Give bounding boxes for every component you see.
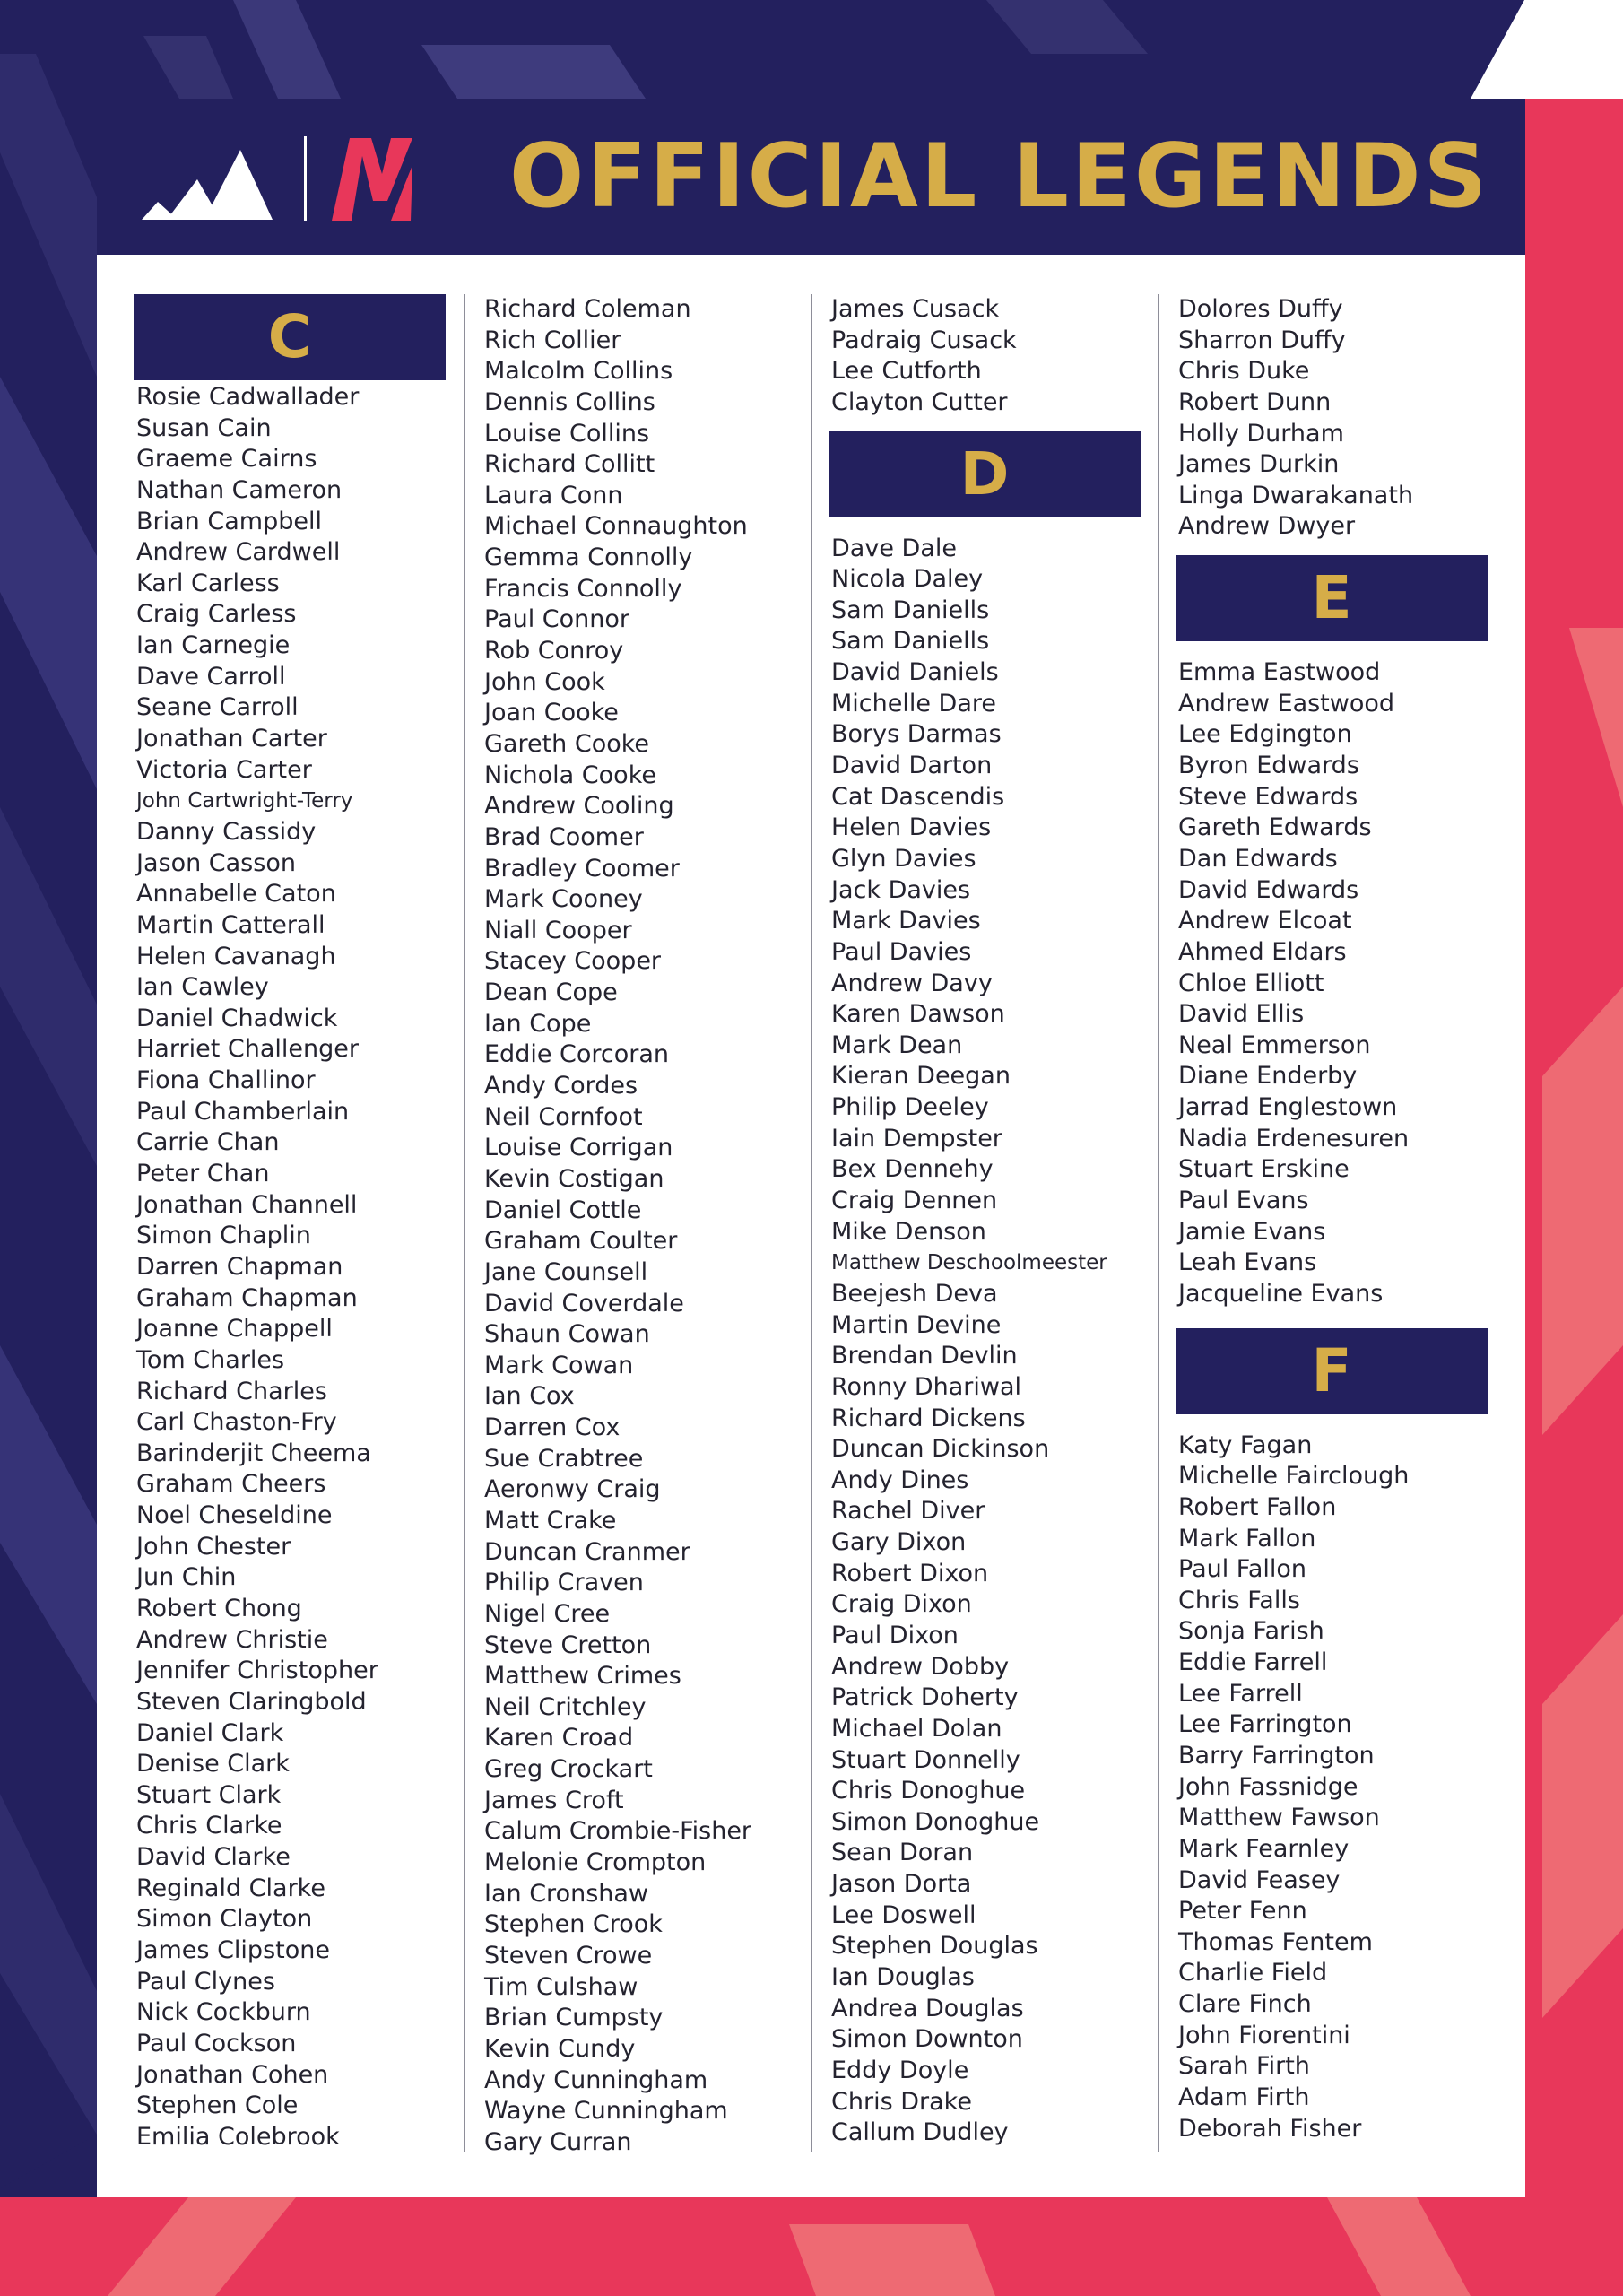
name-entry: Bradley Coomer [484, 854, 680, 883]
name-entry: Louise Collins [484, 419, 650, 448]
name-entry: Emilia Colebrook [136, 2122, 340, 2151]
name-entry: Ian Cronshaw [484, 1879, 649, 1908]
name-entry: Chris Duke [1178, 357, 1310, 386]
name-entry: Francis Connolly [484, 574, 682, 603]
name-entry: James Cusack [831, 295, 1000, 323]
name-entry: Katy Fagan [1178, 1431, 1313, 1459]
name-entry: Gary Dixon [831, 1528, 967, 1557]
name-entry: Helen Davies [831, 813, 992, 842]
name-entry: Kieran Deegan [831, 1062, 1011, 1091]
name-entry: Karen Dawson [831, 1000, 1005, 1029]
name-entry: Rich Collier [484, 326, 621, 354]
name-entry: Martin Devine [831, 1310, 1002, 1339]
name-entry: Eddie Farrell [1178, 1648, 1328, 1677]
name-entry: Byron Edwards [1178, 752, 1359, 780]
name-entry: Seane Carroll [136, 693, 299, 722]
name-entry: Noel Cheseldine [136, 1501, 333, 1530]
name-entry: Darren Chapman [136, 1252, 343, 1281]
name-entry: Craig Dennen [831, 1187, 998, 1215]
name-entry: Stuart Clark [136, 1780, 282, 1809]
name-entry: Ahmed Eldars [1178, 937, 1347, 966]
name-entry: Reginald Clarke [136, 1874, 325, 1902]
name-entry: Craig Carless [136, 600, 297, 629]
name-entry: Ronny Dhariwal [831, 1372, 1022, 1401]
name-entry: Jonathan Cohen [136, 2060, 329, 2089]
name-entry: Jane Counsell [484, 1257, 648, 1286]
column-4 [1176, 294, 1516, 2144]
name-entry: David Clarke [136, 1843, 291, 1872]
name-entry: Brendan Devlin [831, 1342, 1018, 1370]
name-entry: Lee Farrington [1178, 1710, 1352, 1739]
name-entry: Jason Dorta [831, 1870, 972, 1899]
name-entry: Andy Cordes [484, 1072, 638, 1100]
name-entry: Iain Dempster [831, 1124, 1002, 1152]
name-entry: Dave Carroll [136, 662, 286, 691]
name-entry: Jarrad Englestown [1178, 1093, 1398, 1122]
name-entry: Matthew Crimes [484, 1662, 681, 1691]
name-entry: James Durkin [1178, 450, 1340, 479]
name-entry: Stephen Crook [484, 1910, 663, 1939]
name-entry: Rachel Diver [831, 1497, 985, 1526]
name-entry: Susan Cain [136, 413, 272, 442]
name-entry: Lee Doswell [831, 1900, 976, 1929]
name-entry: Matthew Deschoolmeester [831, 1251, 1107, 1275]
name-entry: Duncan Dickinson [831, 1435, 1050, 1464]
name-entry: John Chester [136, 1532, 291, 1561]
name-entry: Robert Chong [136, 1594, 302, 1622]
name-entry: Rosie Cadwallader [136, 383, 360, 411]
name-entry: Jonathan Channell [136, 1190, 358, 1219]
name-entry: Stephen Douglas [831, 1932, 1038, 1961]
name-entry: Bex Dennehy [831, 1155, 994, 1184]
name-entry: Stacey Cooper [484, 947, 662, 976]
name-entry: Danny Cassidy [136, 817, 317, 846]
name-entry: Glyn Davies [831, 844, 976, 873]
name-list-e [1176, 657, 1516, 1309]
name-entry: Richard Collitt [484, 450, 655, 479]
name-entry: Chris Falls [1178, 1586, 1300, 1614]
name-entry: Wayne Cunningham [484, 2097, 728, 2126]
name-entry: Mark Fearnley [1178, 1834, 1350, 1863]
name-entry: Sam Daniells [831, 627, 990, 656]
name-entry: John Cook [484, 667, 605, 696]
name-entry: Stephen Cole [136, 2092, 299, 2120]
column-1 [134, 294, 474, 2153]
name-entry: Nicola Daley [831, 565, 984, 594]
name-entry: Lee Farrell [1178, 1679, 1303, 1708]
name-entry: Sarah Firth [1178, 2052, 1310, 2081]
name-entry: Graeme Cairns [136, 445, 317, 474]
name-entry: Niall Cooper [484, 916, 632, 944]
name-entry: Malcolm Collins [484, 357, 673, 386]
name-entry: Paul Chamberlain [136, 1097, 350, 1126]
name-entry: Patrick Doherty [831, 1683, 1019, 1712]
name-entry: Holly Durham [1178, 419, 1344, 448]
name-entry: Andrea Douglas [831, 1994, 1024, 2022]
name-entry: Richard Charles [136, 1377, 327, 1405]
name-entry: Matt Crake [484, 1506, 617, 1535]
name-entry: Nadia Erdenesuren [1178, 1124, 1410, 1152]
name-entry: Shaun Cowan [484, 1320, 650, 1349]
name-entry: Andrew Davy [831, 969, 993, 997]
name-entry: Ian Carnegie [136, 631, 291, 660]
name-entry: Sue Crabtree [484, 1444, 644, 1473]
name-entry: Denise Clark [136, 1750, 290, 1779]
name-entry: Stuart Erskine [1178, 1155, 1350, 1184]
name-entry: Graham Coulter [484, 1227, 678, 1256]
name-entry: Chris Donoghue [831, 1777, 1026, 1805]
name-entry: David Ellis [1178, 1000, 1305, 1029]
name-entry: Karen Croad [484, 1724, 634, 1752]
name-entry: Melonie Crompton [484, 1848, 707, 1877]
name-list-d-continued [1176, 294, 1516, 543]
name-entry: Lee Cutforth [831, 357, 982, 386]
name-entry: Paul Clynes [136, 1967, 275, 1996]
name-entry: Mark Davies [831, 907, 981, 935]
name-entry: Sam Daniells [831, 596, 990, 624]
name-entry: Mark Cowan [484, 1351, 634, 1379]
name-entry: Jennifer Christopher [136, 1657, 378, 1685]
name-entry: Tim Culshaw [484, 1972, 638, 2001]
name-entry: Mark Dean [831, 1031, 963, 1059]
name-entry: Philip Deeley [831, 1093, 989, 1122]
name-entry: Simon Donoghue [831, 1807, 1040, 1836]
name-entry: Louise Corrigan [484, 1134, 673, 1162]
name-entry: Rob Conroy [484, 637, 624, 665]
name-entry: Adam Firth [1178, 2083, 1310, 2112]
name-entry: Leah Evans [1178, 1248, 1317, 1277]
section-header-f: F [1176, 1328, 1488, 1414]
section-header-c: C [134, 294, 446, 380]
name-entry: Stuart Donnelly [831, 1745, 1020, 1774]
name-entry: Andrew Dobby [831, 1652, 1010, 1681]
name-entry: Daniel Cottle [484, 1196, 642, 1224]
name-entry: Andy Cunningham [484, 2066, 708, 2094]
name-entry: Steve Edwards [1178, 782, 1358, 811]
name-entry: Richard Dickens [831, 1404, 1026, 1432]
name-entry: Robert Dixon [831, 1559, 989, 1587]
name-entry: Simon Clayton [136, 1905, 313, 1934]
name-entry: Jamie Evans [1178, 1217, 1326, 1246]
name-entry: Daniel Chadwick [136, 1004, 338, 1032]
name-entry: Steven Crowe [484, 1941, 653, 1970]
name-entry: Emma Eastwood [1178, 658, 1381, 687]
name-entry: Laura Conn [484, 481, 623, 509]
name-entry: Carrie Chan [136, 1128, 280, 1157]
name-entry: John Fassnidge [1178, 1772, 1358, 1801]
name-entry: Lee Edgington [1178, 720, 1352, 749]
name-entry: Paul Cockson [136, 2029, 297, 2057]
name-entry: Charlie Field [1178, 1959, 1328, 1987]
name-entry: Jack Davies [831, 875, 971, 904]
name-entry: Sharron Duffy [1178, 326, 1346, 354]
name-entry: Ian Douglas [831, 1963, 975, 1992]
name-entry: David Feasey [1178, 1866, 1341, 1894]
name-entry: Eddy Doyle [831, 2056, 969, 2084]
name-entry: Jonathan Carter [136, 725, 327, 753]
name-entry: James Clipstone [136, 1936, 330, 1965]
name-entry: Matthew Fawson [1178, 1804, 1380, 1832]
name-entry: Richard Coleman [484, 295, 691, 323]
name-entry: Mark Cooney [484, 885, 643, 914]
name-entry: Ian Cox [484, 1382, 575, 1411]
name-entry: Neil Cornfoot [484, 1102, 643, 1131]
adidas-logo-icon [142, 139, 276, 220]
name-entry: John Fiorentini [1178, 2021, 1350, 2049]
name-entry: Aeronwy Craig [484, 1475, 661, 1504]
name-entry: John Cartwright-Terry [136, 789, 353, 813]
name-entry: Daniel Clark [136, 1718, 284, 1747]
name-list-d [829, 534, 1169, 2149]
name-entry: Nathan Cameron [136, 475, 343, 504]
name-entry: Neal Emmerson [1178, 1031, 1371, 1059]
name-entry: Harriet Challenger [136, 1035, 359, 1064]
page-title: OFFICIAL LEGENDS [509, 126, 1490, 228]
column-2 [482, 294, 822, 2158]
name-entry: Karl Carless [136, 569, 280, 597]
name-entry: Dan Edwards [1178, 844, 1338, 873]
name-entry: Kevin Costigan [484, 1164, 664, 1193]
name-entry: Fiona Challinor [136, 1066, 316, 1095]
name-entry: Sonja Farish [1178, 1617, 1324, 1646]
name-entry: David Daniels [831, 658, 999, 687]
name-entry: Nigel Cree [484, 1599, 611, 1628]
name-entry: Chloe Elliott [1178, 969, 1324, 997]
name-entry: Gareth Cooke [484, 729, 650, 758]
name-entry: Calum Crombie-Fisher [484, 1817, 752, 1846]
name-entry: Paul Davies [831, 937, 972, 966]
name-entry: Andrew Eastwood [1178, 689, 1395, 718]
name-entry: Gary Curran [484, 2127, 632, 2156]
name-entry: Mark Fallon [1178, 1524, 1316, 1552]
name-entry: Joan Cooke [484, 699, 619, 727]
name-entry: Andy Dines [831, 1465, 969, 1494]
name-entry: Padraig Cusack [831, 326, 1017, 354]
name-entry: Peter Fenn [1178, 1897, 1307, 1926]
name-entry: Robert Dunn [1178, 387, 1332, 416]
name-entry: Kevin Cundy [484, 2034, 636, 2063]
name-entry: Peter Chan [136, 1160, 270, 1188]
name-entry: Borys Darmas [831, 720, 1002, 749]
name-entry: Andrew Christie [136, 1625, 328, 1654]
name-entry: Paul Connor [484, 605, 630, 634]
m-logo-icon [332, 138, 412, 221]
name-entry: Jacqueline Evans [1178, 1279, 1384, 1308]
name-entry: Chris Clarke [136, 1812, 282, 1840]
name-entry: Steve Cretton [484, 1631, 652, 1659]
name-entry: Helen Cavanagh [136, 942, 336, 970]
name-list-c-end [829, 294, 1169, 419]
name-entry: Deborah Fisher [1178, 2114, 1362, 2143]
name-entry: Andrew Cardwell [136, 538, 341, 567]
name-entry: Chris Drake [831, 2087, 972, 2116]
name-entry: Simon Chaplin [136, 1222, 311, 1250]
name-entry: Brad Coomer [484, 822, 644, 851]
section-header-e: E [1176, 555, 1488, 641]
name-entry: Paul Evans [1178, 1187, 1309, 1215]
name-entry: Jason Casson [136, 848, 296, 877]
name-entry: Linga Dwarakanath [1178, 481, 1414, 509]
name-entry: Ian Cawley [136, 973, 269, 1002]
header-band [97, 99, 1525, 255]
name-entry: Craig Dixon [831, 1590, 972, 1619]
name-entry: Simon Downton [831, 2025, 1023, 2054]
name-entry: Duncan Cranmer [484, 1537, 690, 1566]
name-entry: Dean Cope [484, 978, 618, 1007]
name-entry: Neil Critchley [484, 1692, 647, 1721]
name-entry: Tom Charles [136, 1345, 285, 1374]
name-entry: Andrew Cooling [484, 792, 674, 821]
name-entry: Beejesh Deva [831, 1279, 998, 1308]
name-entry: Michelle Dare [831, 689, 997, 718]
name-entry: David Coverdale [484, 1289, 684, 1318]
name-entry: Cat Dascendis [831, 782, 1005, 811]
name-entry: Callum Dudley [831, 2118, 1009, 2147]
name-entry: Paul Dixon [831, 1621, 959, 1649]
name-list-f [1176, 1431, 1516, 2145]
logo-divider [304, 136, 307, 221]
name-entry: Steven Claringbold [136, 1687, 367, 1716]
name-entry: James Croft [484, 1786, 624, 1814]
column-3 [829, 294, 1169, 2149]
name-entry: Nick Cockburn [136, 1998, 311, 2027]
name-entry: Gareth Edwards [1178, 813, 1372, 842]
name-entry: Barry Farrington [1178, 1741, 1375, 1770]
name-entry: Andrew Dwyer [1178, 512, 1356, 541]
name-entry: Philip Craven [484, 1569, 644, 1597]
name-entry: Brian Campbell [136, 507, 322, 535]
name-entry: Brian Cumpsty [484, 2004, 664, 2032]
name-entry: Barinderjit Cheema [136, 1439, 371, 1467]
name-entry: Carl Chaston-Fry [136, 1408, 337, 1437]
name-entry: Ian Cope [484, 1009, 592, 1038]
name-entry: Mike Denson [831, 1217, 986, 1246]
name-entry: Paul Fallon [1178, 1555, 1307, 1584]
name-entry: Jun Chin [136, 1563, 237, 1592]
name-entry: Dolores Duffy [1178, 295, 1343, 323]
name-entry: Michael Dolan [831, 1714, 1002, 1743]
section-header-d: D [829, 431, 1141, 517]
name-entry: Gemma Connolly [484, 544, 693, 572]
name-entry: David Edwards [1178, 875, 1359, 904]
name-entry: Dave Dale [831, 534, 957, 562]
name-list-c [134, 382, 474, 2153]
name-entry: Andrew Elcoat [1178, 907, 1352, 935]
name-entry: Nichola Cooke [484, 761, 656, 789]
name-entry: Thomas Fentem [1178, 1927, 1373, 1956]
name-entry: Joanne Chappell [136, 1315, 333, 1344]
name-entry: David Darton [831, 752, 993, 780]
name-entry: Diane Enderby [1178, 1062, 1358, 1091]
name-entry: Sean Doran [831, 1839, 974, 1867]
name-entry: Eddie Corcoran [484, 1040, 670, 1069]
name-entry: Robert Fallon [1178, 1492, 1337, 1521]
name-entry: Darren Cox [484, 1413, 621, 1442]
name-entry: Clare Finch [1178, 1990, 1312, 2019]
name-entry: Michelle Fairclough [1178, 1462, 1410, 1491]
name-entry: Graham Cheers [136, 1470, 326, 1499]
name-list-c-continued [482, 294, 822, 2158]
name-entry: Victoria Carter [136, 755, 312, 784]
name-entry: Annabelle Caton [136, 880, 336, 909]
name-entry: Martin Catterall [136, 910, 325, 939]
name-entry: Dennis Collins [484, 387, 655, 416]
name-entry: Michael Connaughton [484, 512, 748, 541]
name-entry: Greg Crockart [484, 1755, 653, 1784]
name-entry: Clayton Cutter [831, 387, 1008, 416]
name-entry: Graham Chapman [136, 1283, 358, 1312]
